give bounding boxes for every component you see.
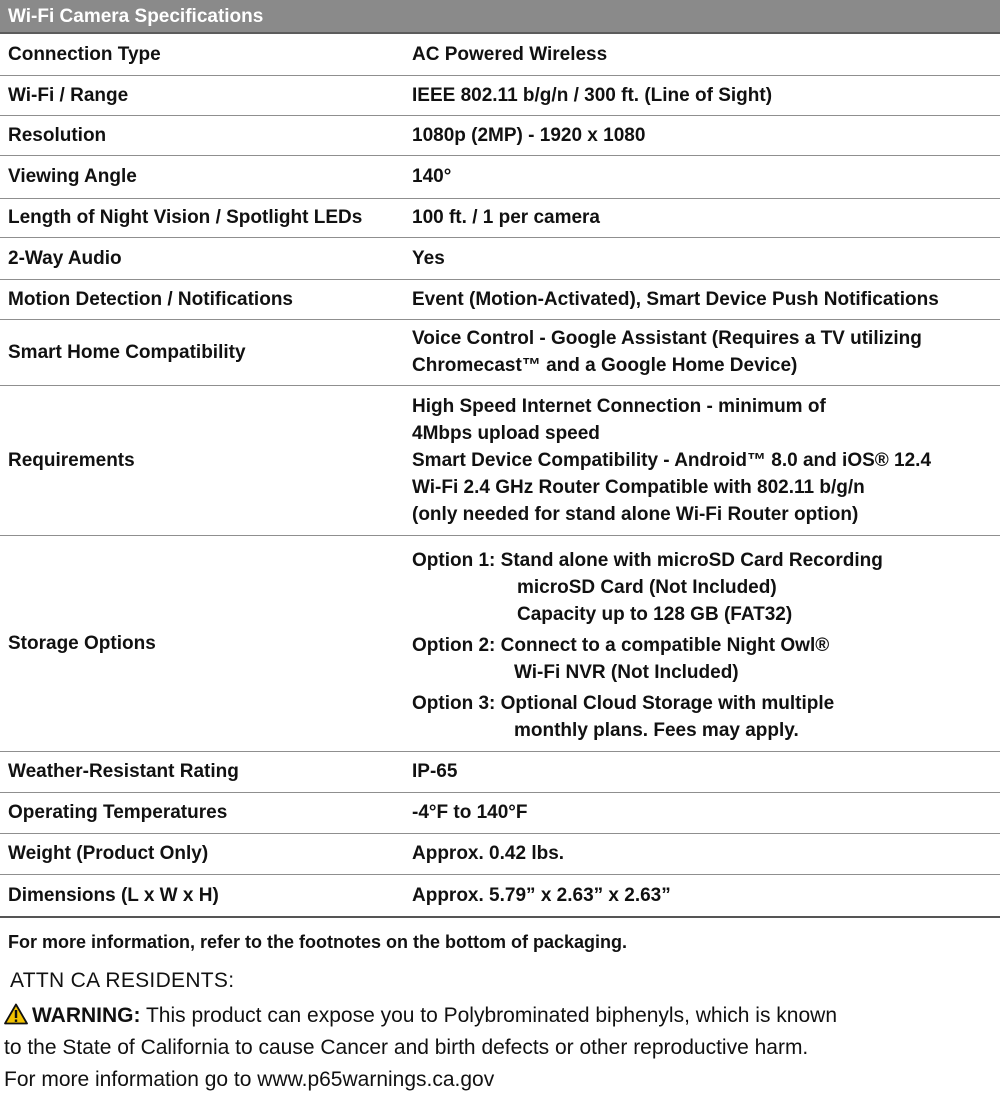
table-row <box>0 155 1000 198</box>
table-row <box>0 319 1000 385</box>
prop65-warning <box>4 1000 994 1096</box>
spec-value: AC Powered Wireless <box>405 34 1000 75</box>
spec-value-line: Wi-Fi 2.4 GHz Router Compatible with 802.11 b/g/n <box>412 476 865 498</box>
spec-value-line: High Speed Internet Connection - minimum of <box>412 395 826 417</box>
table-row <box>0 115 1000 155</box>
spec-value <box>405 535 1000 751</box>
spec-value <box>405 385 1000 535</box>
spec-value: IEEE 802.11 b/g/n / 300 ft. (Line of Sight) <box>405 75 1000 115</box>
warning-text: This product can expose you to Polybrominated biphenyls, which is known <box>140 1004 837 1027</box>
spec-label: Weight (Product Only) <box>0 833 405 874</box>
table-row <box>0 385 1000 535</box>
spec-value: Approx. 5.79” x 2.63” x 2.63” <box>405 874 1000 917</box>
warning-line <box>4 1000 994 1032</box>
spec-label: Operating Temperatures <box>0 792 405 833</box>
spec-value-line: Chromecast™ and a Google Home Device) <box>412 355 798 376</box>
spec-label: Resolution <box>0 115 405 155</box>
attn-heading: ATTN CA RESIDENTS: <box>10 969 235 992</box>
spec-label: Dimensions (L x W x H) <box>0 874 405 917</box>
warning-line: For more information go to www.p65warnings.ca.gov <box>4 1068 495 1091</box>
table-row <box>0 198 1000 237</box>
spec-label: Requirements <box>0 385 405 535</box>
storage-option-2: Option 2: Connect to a compatible Night Owl® <box>412 634 830 656</box>
spec-label: Viewing Angle <box>0 155 405 198</box>
storage-option-detail: microSD Card (Not Included) <box>517 576 777 598</box>
warning-label: WARNING: <box>32 1004 141 1027</box>
spec-value: 140° <box>405 155 1000 198</box>
spec-value: Yes <box>405 237 1000 279</box>
spec-value-line: Smart Device Compatibility - Android™ 8.0 and iOS® 12.4 <box>412 449 932 471</box>
spec-value: Approx. 0.42 lbs. <box>405 833 1000 874</box>
warning-triangle-icon <box>4 1003 28 1025</box>
spec-label: Length of Night Vision / Spotlight LEDs <box>0 198 405 237</box>
footnote: For more information, refer to the footnotes on the bottom of packaging. <box>8 932 627 952</box>
table-row <box>0 751 1000 792</box>
spec-label: Wi-Fi / Range <box>0 75 405 115</box>
spec-value <box>405 319 1000 385</box>
table-row <box>0 535 1000 751</box>
table-row <box>0 792 1000 833</box>
table-row <box>0 833 1000 874</box>
spec-label: Connection Type <box>0 34 405 75</box>
spec-value: 1080p (2MP) - 1920 x 1080 <box>405 115 1000 155</box>
table-title: Wi-Fi Camera Specifications <box>0 0 1000 34</box>
spec-label: Weather-Resistant Rating <box>0 751 405 792</box>
storage-option-detail: monthly plans. Fees may apply. <box>514 719 799 741</box>
spec-label: Smart Home Compatibility <box>0 319 405 385</box>
storage-option-detail: Capacity up to 128 GB (FAT32) <box>517 603 793 625</box>
storage-option-1: Option 1: Stand alone with microSD Card Recording <box>412 549 883 571</box>
spec-label: Storage Options <box>0 535 405 751</box>
spec-value-line: (only needed for stand alone Wi-Fi Router option) <box>412 503 859 525</box>
spec-label: Motion Detection / Notifications <box>0 279 405 319</box>
spec-value: 100 ft. / 1 per camera <box>405 198 1000 237</box>
table-row <box>0 75 1000 115</box>
spec-value: Event (Motion-Activated), Smart Device Push Notifications <box>405 279 1000 319</box>
spec-value-line: 4Mbps upload speed <box>412 422 600 444</box>
spec-value-line: Voice Control - Google Assistant (Requires a TV utilizing <box>412 328 922 349</box>
spec-value: IP-65 <box>405 751 1000 792</box>
table-row <box>0 874 1000 917</box>
table-row <box>0 237 1000 279</box>
storage-option-3: Option 3: Optional Cloud Storage with multiple <box>412 692 835 714</box>
spec-label: 2-Way Audio <box>0 237 405 279</box>
table-row <box>0 34 1000 75</box>
storage-option-detail: Wi-Fi NVR (Not Included) <box>514 661 739 683</box>
table-row <box>0 279 1000 319</box>
spec-table <box>0 34 1000 918</box>
warning-line: to the State of California to cause Cancer and birth defects or other reproductive harm. <box>4 1036 809 1059</box>
spec-value: -4°F to 140°F <box>405 792 1000 833</box>
